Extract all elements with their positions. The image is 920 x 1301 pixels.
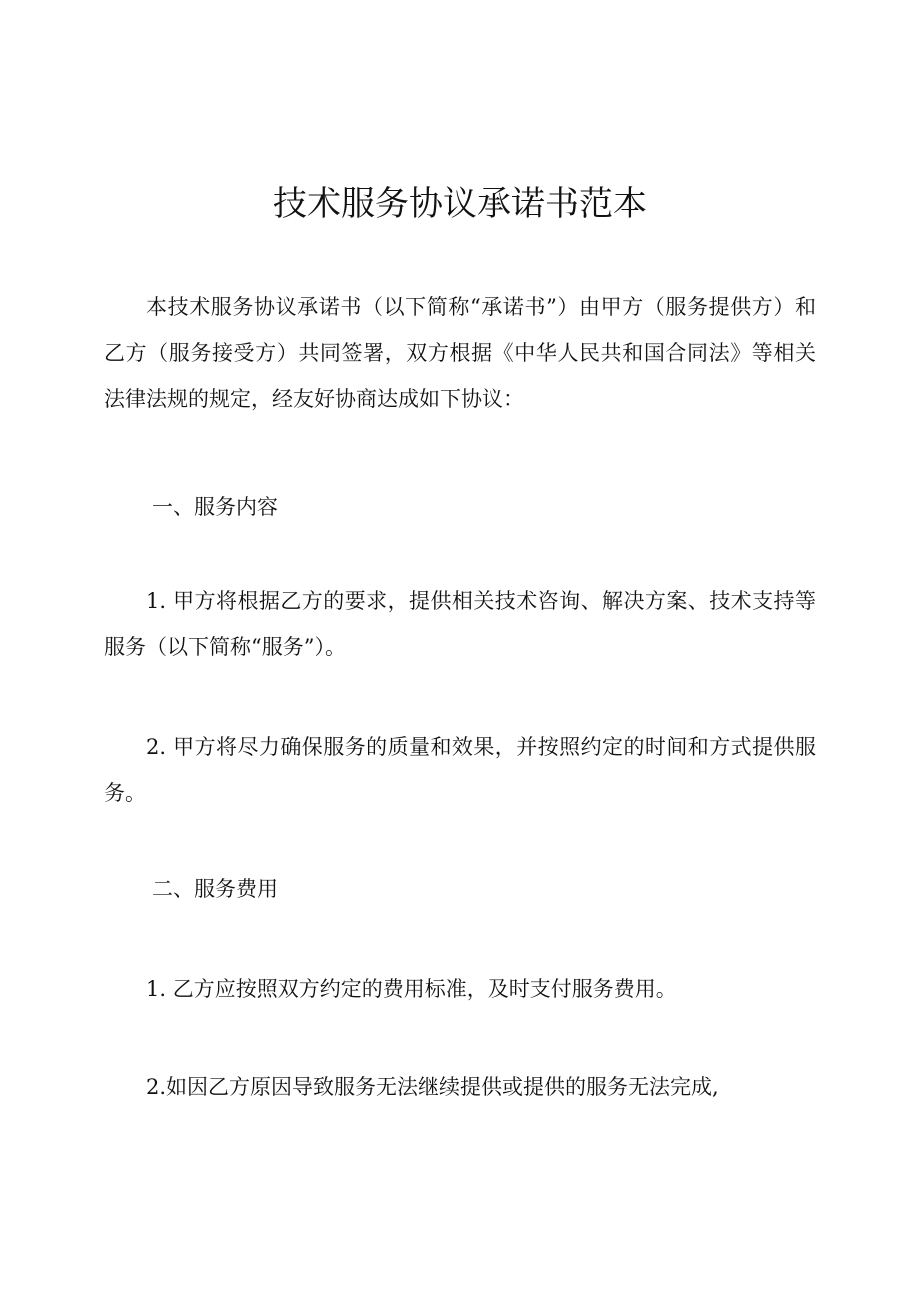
section1-item-2: 2. 甲方将尽力确保服务的质量和效果，并按照约定的时间和方式提供服务。 <box>104 735 816 805</box>
document-title: 技术服务协议承诺书范本 <box>273 184 647 224</box>
section1-item-1: 1. 甲方将根据乙方的要求，提供相关技术咨询、解决方案、技术支持等服务（以下简称“服务”）。 <box>104 589 816 659</box>
section2-item-1: 1. 乙方应按照双方约定的费用标准，及时支付服务费用。 <box>146 977 677 1001</box>
section2-item-2: 2.如因乙方原因导致服务无法继续提供或提供的服务无法完成, <box>146 1075 719 1099</box>
intro-paragraph: 本技术服务协议承诺书（以下简称“承诺书”）由甲方（服务提供方）和乙方（服务接受方）共同签署，双方根据《中华人民共和国合同法》等相关法律法规的规定，经友好协商达成如下协议： <box>104 295 816 411</box>
section-heading-service-fees: 二、服务费用 <box>152 877 278 901</box>
section-heading-service-content: 一、服务内容 <box>152 495 278 519</box>
